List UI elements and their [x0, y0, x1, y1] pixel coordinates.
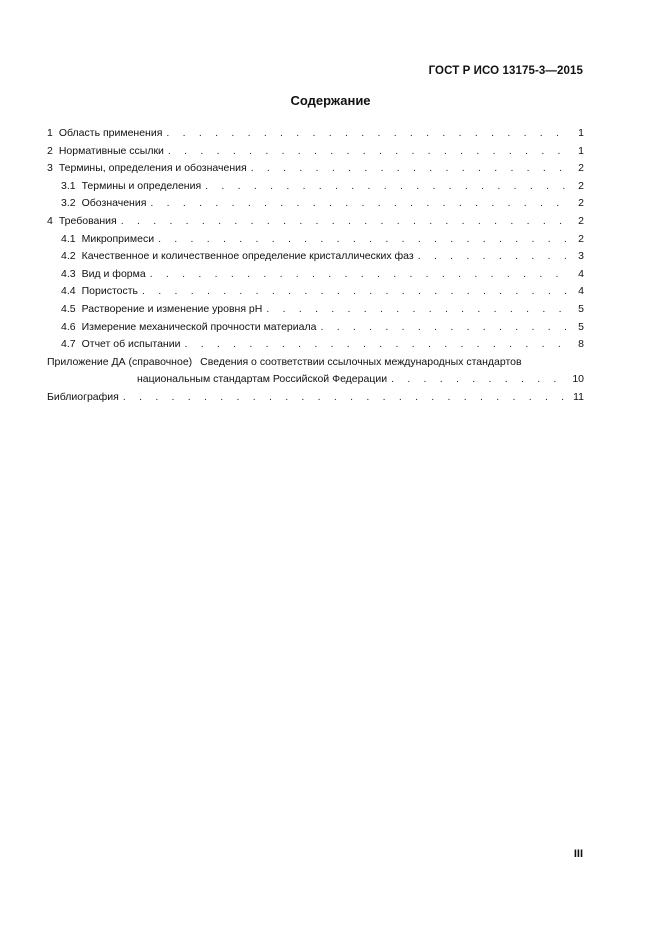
dot-leader [117, 213, 568, 231]
toc-page-number: 1 [578, 127, 584, 139]
toc-entry[interactable] [47, 195, 584, 213]
dot-leader [154, 231, 568, 249]
dot-leader [162, 125, 568, 143]
toc-number: 4.1 [61, 232, 76, 245]
toc-page-number: 10 [572, 373, 584, 386]
dot-leader [387, 371, 568, 389]
toc-title: Обозначения [81, 197, 147, 210]
toc-number: 4.6 [61, 320, 76, 333]
appendix-title-line1: Сведения о соответствии ссылочных международных стандартов [200, 355, 522, 368]
toc-entry[interactable] [47, 143, 584, 161]
toc-page-number: 2 [578, 162, 584, 175]
dot-leader [247, 160, 568, 178]
toc-number: 4.4 [61, 285, 76, 298]
appendix-title-line2: национальным стандартам Российской Федерации [137, 373, 388, 386]
toc-title: Требования [58, 214, 117, 227]
toc-page-number: 3 [578, 250, 584, 263]
toc-number: 4.2 [61, 250, 76, 263]
toc-title: Измерение механической прочности материала [81, 320, 317, 333]
toc-title: Библиография [47, 390, 119, 403]
toc-page-number: 11 [573, 390, 584, 403]
toc-entry[interactable] [47, 125, 584, 143]
toc-number: 3.1 [61, 179, 76, 192]
toc-number: 1 [47, 127, 53, 139]
toc-title: Отчет об испытании [81, 338, 181, 351]
toc-number: 3 [47, 162, 53, 175]
toc-entry[interactable] [47, 178, 584, 196]
dot-leader [146, 266, 568, 284]
dot-leader [119, 389, 568, 407]
toc-entry[interactable] [47, 231, 584, 249]
toc-number: 3.2 [61, 197, 76, 210]
toc-title: Пористость [81, 285, 139, 298]
dot-leader [164, 143, 568, 161]
dot-leader [316, 319, 568, 337]
document-code: ГОСТ Р ИСО 13175-3—2015 [428, 65, 583, 77]
table-of-contents [47, 125, 584, 407]
toc-title: Область применения [58, 127, 163, 139]
toc-page-number: 2 [578, 232, 584, 245]
toc-entry[interactable] [47, 213, 584, 231]
toc-entry[interactable] [47, 301, 584, 319]
appendix-prefix: Приложение ДА (справочное) [47, 355, 193, 368]
toc-page-number: 4 [578, 285, 584, 298]
toc-page-number: 2 [578, 197, 584, 210]
toc-page-number: 1 [578, 144, 584, 157]
toc-number: 4.7 [61, 338, 76, 351]
page-title: Содержание [290, 93, 371, 108]
toc-title: Термины, определения и обозначения [58, 162, 247, 175]
toc-page-number: 2 [578, 214, 584, 227]
dot-leader [262, 301, 568, 319]
toc-title: Качественное и количественное определение кристаллических фаз [81, 250, 414, 263]
toc-entry[interactable] [47, 319, 584, 337]
toc-entry[interactable] [47, 160, 584, 178]
toc-title: Нормативные ссылки [58, 144, 164, 157]
dot-leader [138, 283, 568, 301]
page-number: III [573, 848, 583, 860]
toc-page-number: 5 [578, 302, 584, 315]
dot-leader [146, 195, 568, 213]
toc-entry[interactable] [47, 336, 584, 354]
toc-number: 4 [47, 214, 53, 227]
toc-title: Микропримеси [81, 232, 155, 245]
toc-entry[interactable] [47, 266, 584, 284]
toc-entry[interactable] [47, 248, 584, 266]
dot-leader [414, 248, 568, 266]
toc-entry[interactable] [47, 283, 584, 301]
toc-title: Растворение и изменение уровня pH [81, 302, 263, 315]
toc-page-number: 5 [578, 320, 584, 333]
toc-appendix-entry[interactable] [47, 354, 584, 389]
toc-page-number: 2 [578, 179, 584, 192]
toc-page-number: 4 [578, 267, 584, 280]
toc-bibliography-entry[interactable] [47, 389, 584, 407]
toc-number: 2 [47, 144, 53, 157]
dot-leader [201, 178, 568, 196]
toc-title: Термины и определения [81, 179, 202, 192]
toc-page-number: 8 [578, 338, 584, 351]
toc-number: 4.3 [61, 267, 76, 280]
toc-number: 4.5 [61, 302, 76, 315]
toc-title: Вид и форма [81, 267, 146, 280]
dot-leader [180, 336, 568, 354]
